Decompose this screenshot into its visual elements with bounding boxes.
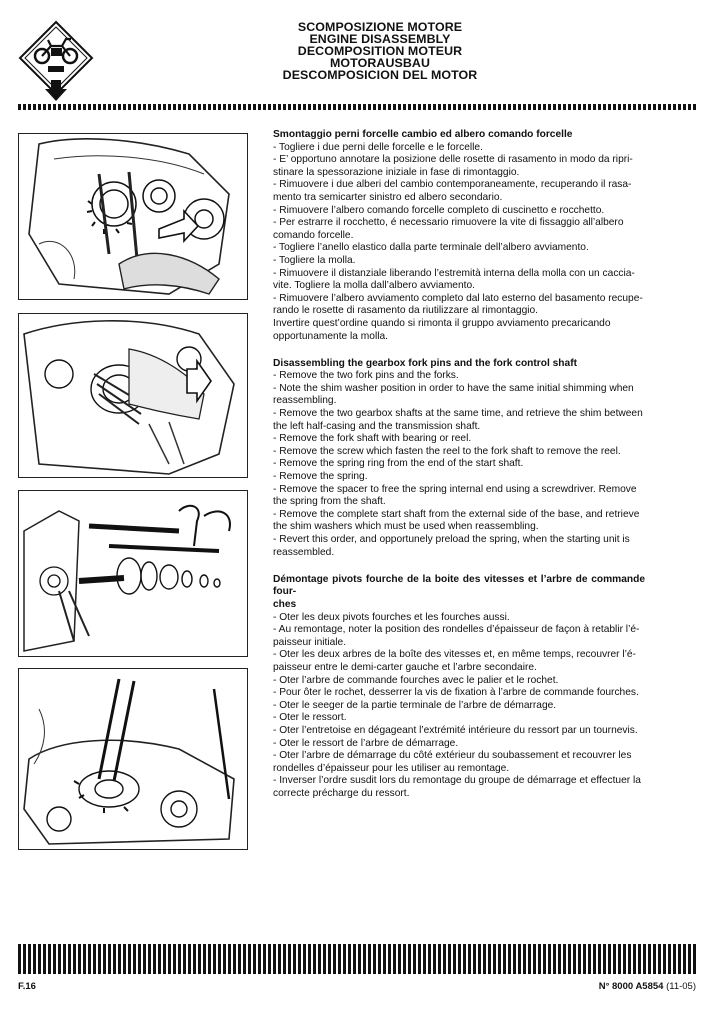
text-line: - Remove the spring ring from the end of the start shaft. bbox=[273, 458, 524, 470]
arrow-down-icon bbox=[43, 80, 69, 102]
text-line: rondelles d’épaisseur pour les utiliser au remontage. bbox=[273, 762, 510, 774]
text-line: - Rimuovere i due alberi del cambio contemporaneamente, recuperando il rasa- bbox=[273, 179, 632, 191]
instructions-column bbox=[273, 129, 645, 800]
section-title: Smontaggio perni forcelle cambio ed albero comando forcelle bbox=[273, 129, 573, 140]
text-line: - Remove the spring. bbox=[273, 471, 368, 483]
text-line: - Remove the fork shaft with bearing or reel. bbox=[273, 433, 472, 445]
text-line: mento tra semicarter sinistro ed albero secondario. bbox=[273, 191, 503, 203]
title-german: MOTORAUSBAU bbox=[330, 56, 430, 70]
section-title: Disassembling the gearbox fork pins and the fork control shaft bbox=[273, 357, 577, 369]
text-line: - Togliere la molla. bbox=[273, 254, 356, 266]
text-line: - Au remontage, noter la position des rondelles d’épaisseur de façon à retablir l’é- bbox=[273, 624, 640, 636]
text-line: stinare la spessorazione iniziale in fase di rimontaggio. bbox=[273, 166, 520, 178]
text-line: rando le rosette di rasamento da riutilizzare al rimontaggio. bbox=[273, 305, 539, 317]
text-line: the left half-casing and the transmission shaft. bbox=[273, 420, 481, 432]
text-line: - E’ opportuno annotare la posizione delle rosette di rasamento in modo da ripri- bbox=[273, 154, 633, 166]
text-line: paisseur initiale. bbox=[273, 636, 347, 648]
text-line: comando forcelle. bbox=[273, 229, 354, 241]
text-line: - Oter le seeger de la partie terminale de l’arbre de démarrage. bbox=[273, 699, 557, 711]
text-line: - Remove the spacer to free the spring internal end using a screwdriver. Remove bbox=[273, 483, 637, 495]
section-title: Démontage pivots fourche de la boite des vitesses et l’arbre de commande four- ches bbox=[273, 573, 645, 610]
title-english: ENGINE DISASSEMBLY bbox=[309, 32, 451, 46]
text-line: - Per estrarre il rocchetto, é necessario rimuovere la vite di fissaggio all’albero bbox=[273, 217, 624, 229]
text-line: the shim washers which must be used when reassembling. bbox=[273, 521, 539, 533]
text-line: - Oter les deux arbres de la boîte des vitesses et, en même temps, recouvrer l’é- bbox=[273, 649, 636, 661]
title-italian: SCOMPOSIZIONE MOTORE bbox=[297, 20, 463, 34]
title-french: DECOMPOSITION MOTEUR bbox=[297, 44, 463, 58]
page-number: F.16 bbox=[18, 981, 36, 992]
text-line: - Togliere i due perni delle forcelle e le forcelle. bbox=[273, 141, 483, 153]
text-line: - Remove the two fork pins and the forks. bbox=[273, 370, 459, 382]
header-divider bbox=[18, 104, 696, 110]
text-line: - Remove the two gearbox shafts at the same time, and retrieve the shim between bbox=[273, 408, 643, 420]
text-line: - Rimuovere il distanziale liberando l’estremità interna della molla con un caccia- bbox=[273, 267, 635, 279]
section-italian bbox=[273, 129, 645, 343]
document-date: (11-05) bbox=[666, 981, 696, 992]
section-french bbox=[273, 574, 645, 801]
text-line: - Togliere l’anello elastico dalla parte terminale dell’albero avviamento. bbox=[273, 242, 589, 254]
text-line: - Oter les deux pivots fourches et les fourches aussi. bbox=[273, 611, 510, 623]
text-line: reassembling. bbox=[273, 395, 337, 407]
text-line: - Oter le ressort de l’arbre de démarrage. bbox=[273, 737, 459, 749]
text-line: - Rimuovere l’albero comando forcelle completo di cuscinetto e rocchetto. bbox=[273, 204, 605, 216]
text-line: - Oter l’entretoise en dégageant l’extrémité intérieure du ressort par un tournevis. bbox=[273, 724, 638, 736]
text-line: the spring from the shaft. bbox=[273, 496, 386, 508]
text-line: reassembled. bbox=[273, 546, 335, 558]
text-line: paisseur entre le demi-carter gauche et l’arbre secondaire. bbox=[273, 661, 537, 673]
text-line: - Rimuovere l’albero avviamento completo dal lato esterno del basamento recupe- bbox=[273, 292, 643, 304]
footer-barcode-divider bbox=[18, 944, 696, 974]
text-line: - Revert this order, and opportunely preload the spring, when the starting unit is bbox=[273, 534, 630, 545]
text-line: - Oter le ressort. bbox=[273, 712, 347, 724]
figure-gear-shafts bbox=[18, 133, 248, 300]
text-line: Invertire quest’ordine quando si rimonta il gruppo avviamento precaricando bbox=[273, 317, 611, 329]
figure-fork-shaft bbox=[18, 313, 248, 478]
document-number: N° 8000 A5854 bbox=[598, 981, 664, 992]
title-spanish: DESCOMPOSICION DEL MOTOR bbox=[282, 68, 478, 82]
text-line: - Oter l’arbre de commande fourches avec le palier et le rochet. bbox=[273, 674, 559, 686]
document-reference bbox=[599, 981, 696, 992]
text-line: - Oter l’arbre de démarrage du côté extérieur du soubassement et recouvrer les bbox=[273, 750, 632, 762]
section-english bbox=[273, 358, 645, 560]
figure-exploded-start-shaft bbox=[18, 490, 248, 657]
text-line: - Note the shim washer position in order to have the same initial shimming when bbox=[273, 382, 634, 394]
text-line: vite. Togliere la molla dall’albero avviamento. bbox=[273, 280, 475, 292]
text-line: opportunamente la molla. bbox=[273, 330, 388, 342]
page-title bbox=[240, 21, 520, 81]
figure-start-gear-removal bbox=[18, 668, 248, 850]
text-line: correcte précharge du ressort. bbox=[273, 787, 410, 799]
text-line: - Inverser l’ordre susdit lors du remontage du groupe de démarrage et effectuer la bbox=[273, 775, 641, 787]
text-line: - Pour ôter le rochet, desserrer la vis de fixation à l’arbre de commande fourches. bbox=[273, 687, 639, 699]
text-line: - Remove the complete start shaft from the external side of the base, and retrieve bbox=[273, 508, 640, 520]
text-line: - Remove the screw which fasten the reel to the fork shaft to remove the reel. bbox=[273, 445, 621, 457]
